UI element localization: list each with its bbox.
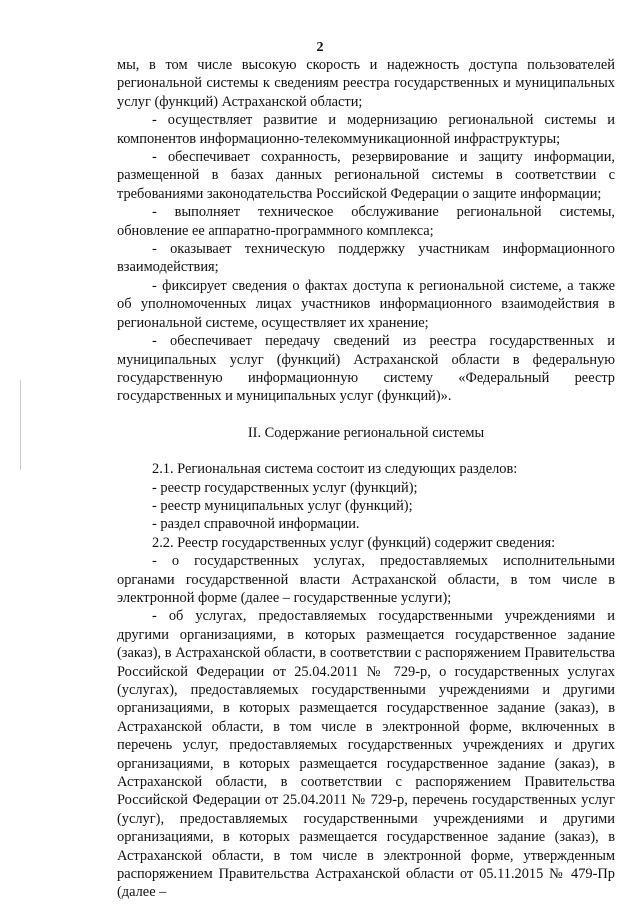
- list-item-support: - оказывает техническую поддержку участникам информационного взаимодействия;: [117, 241, 615, 276]
- list-item-municipal-services: - реестр муниципальных услуг (функций);: [152, 497, 413, 514]
- list-item-safety: - обеспечивает сохранность, резервирование и защиту информации, размещенной в базах данных региональной системы в соответствии с требованиями законодательства Российской Федерации о защите информации;: [117, 149, 615, 202]
- list-item-access-log: - фиксирует сведения о фактах доступа к региональной системе, а также об уполномоченных лицах участников информационного взаимодействия в региональной системе, осуществляет их хранение;: [117, 277, 615, 331]
- list-item-maintenance: - выполняет техническое обслуживание региональной системы, обновление ее аппаратно-программного комплекса;: [117, 204, 615, 239]
- list-item-institutions: - об услугах, предоставляемых государственными учреждениями и другими организациями, в которых размещается государственное задание (заказ), в Астраханской области, в соответствии с распоряжением Правительства Российской Федерации от 25.04.2011 № 729-р, о государственных услугах (услугах), предоставляемых государственными учреждениями и другими организациями, в которых размещается государственное задание (заказ), в Астраханской области, в том числе в электронной форме, включенных в перечень услуг, предоставляемых государственных учреждениях и других организациями, в которых размещается государственное задание (заказ), в Астраханской области, в соответствии с распоряжением Правительства Российской Федерации от 25.04.2011 № 729-р, перечень государственных услуг (услуг), предоставляемых государственными учреждениями и другими организациями, в которых размещается государственное задание (заказ), в Астраханской области, в том числе в электронной форме, утвержденным распоряжением Правительства Астраханской области от 05.11.2015 № 479-Пр (далее –: [117, 608, 615, 901]
- list-item-state-services: - реестр государственных услуг (функций);: [152, 479, 418, 496]
- list-item-reference: - раздел справочной информации.: [152, 516, 360, 533]
- paragraph-intro-continuation: мы, в том числе высокую скорость и надежность доступа пользователей региональной системы к сведениям реестра государственных и муниципальных услуг (функций) Астраханской области;: [117, 57, 615, 110]
- scan-margin-mark: [20, 380, 21, 470]
- list-item-exec-bodies: - о государственных услугах, предоставляемых исполнительными органами государственной власти Астраханской области, в том числе в электронной форме (далее – государственные услуги);: [117, 553, 615, 606]
- paragraph-2-1: 2.1. Региональная система состоит из следующих разделов:: [152, 461, 518, 478]
- list-item-develop: - осуществляет развитие и модернизацию региональной системы и компонентов информационно-телекоммуникационной инфраструктуры;: [117, 112, 615, 147]
- page-number: 2: [316, 40, 324, 55]
- paragraph-2-2: 2.2. Реестр государственных услуг (функций) содержит сведения:: [152, 534, 556, 551]
- document-body: [117, 56, 615, 902]
- list-item-transfer: - обеспечивает передачу сведений из реестра государственных и муниципальных услуг (функций) Астраханской области в федеральную государственную информационную систему «Федеральный реестр государственных и муниципальных услуг (функций)».: [117, 333, 615, 405]
- section-heading: II. Содержание региональной системы: [247, 424, 485, 441]
